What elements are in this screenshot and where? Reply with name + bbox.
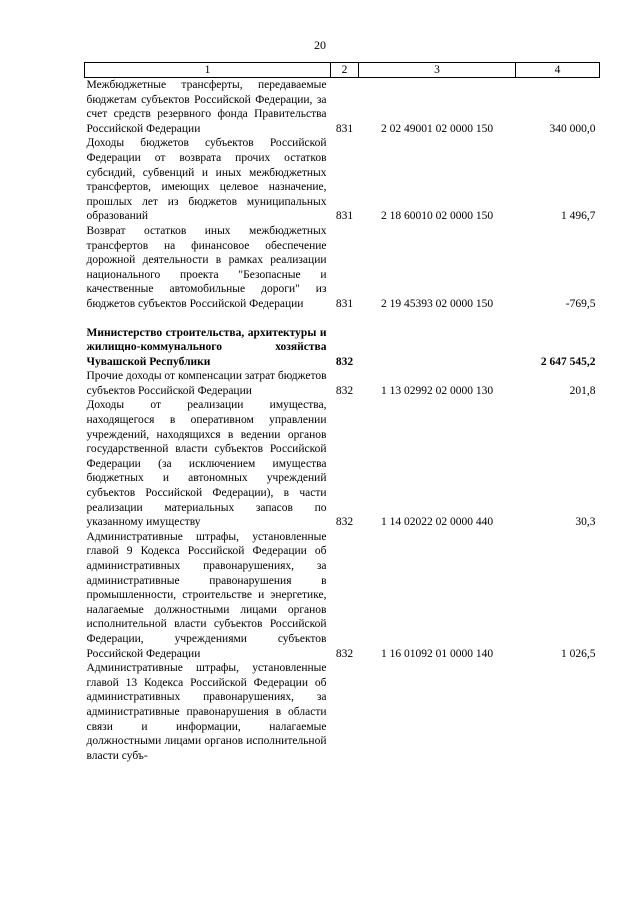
- column-header-description: 1: [85, 63, 331, 78]
- section-admin-code: 832: [335, 355, 354, 368]
- row-admin-code: [331, 661, 359, 763]
- row-kbk: 1 13 02992 02 0000 130: [380, 384, 494, 397]
- row-amount: 340 000,0: [549, 122, 596, 135]
- table-row: [85, 224, 600, 312]
- section-title: Министерство строительства, архитектуры и жилищно-коммунального хозяйства Чувашской Республики: [86, 326, 327, 368]
- row-amount: 1 026,5: [561, 647, 596, 660]
- table-row: [85, 661, 600, 763]
- row-description: Прочие доходы от компенсации затрат бюджетов субъектов Российской Федерации: [86, 370, 327, 397]
- row-admin-code: 832: [335, 647, 354, 660]
- row-amount: 30,3: [575, 516, 596, 529]
- table-row: [85, 78, 600, 137]
- row-admin-code: 831: [335, 297, 354, 310]
- column-header-admin-code: 2: [331, 63, 359, 78]
- row-description: Доходы бюджетов субъектов Российской Федерации от возврата прочих остатков субсидий, субвенций и иных межбюджетных трансфертов, имеющих целевое назначение, прошлых лет из бюджетов муниципальных образований: [86, 137, 327, 223]
- row-kbk: [359, 661, 516, 763]
- row-description: Административные штрафы, установленные главой 9 Кодекса Российской Федерации об административных правонарушениях, за административные правонарушения в промышленности, строительстве и энергетике, налагаемые должностными лицами органов исполнительной власти субъектов Российской Федерации, учреждениями субъектов Российской Федерации: [86, 530, 327, 660]
- row-kbk: 1 16 01092 01 0000 140: [380, 647, 494, 660]
- row-admin-code: 832: [335, 384, 354, 397]
- table-row: [85, 398, 600, 529]
- row-description: Межбюджетные трансферты, передаваемые бюджетам субъектов Российской Федерации, за счет средств резервного фонда Правительства Российской Федерации: [86, 79, 327, 135]
- row-admin-code: 832: [335, 516, 354, 529]
- budget-revenue-table: [84, 62, 600, 763]
- row-amount: -769,5: [565, 297, 596, 310]
- row-kbk: 2 18 60010 02 0000 150: [380, 210, 494, 223]
- row-admin-code: 831: [335, 210, 354, 223]
- row-amount: [516, 661, 600, 763]
- row-kbk: 1 14 02022 02 0000 440: [380, 516, 494, 529]
- table-row: [85, 136, 600, 224]
- row-amount: 1 496,7: [561, 210, 596, 223]
- row-amount: 201,8: [569, 384, 596, 397]
- row-description: Доходы от реализации имущества, находящегося в оперативном управлении учреждений, находящихся в ведении органов государственной власти субъектов Российской Федерации (за исключением имущества бюджетных и автономных учреждений субъектов Российской Федерации), в части реализации материальных запасов по указанному имуществу: [86, 399, 327, 529]
- column-header-amount: 4: [516, 63, 600, 78]
- row-kbk: 2 19 45393 02 0000 150: [380, 297, 494, 310]
- table-row: [85, 369, 600, 398]
- section-total-amount: 2 647 545,2: [540, 355, 596, 368]
- row-kbk: 2 02 49001 02 0000 150: [380, 122, 494, 135]
- row-description: Возврат остатков иных межбюджетных трансфертов на финансовое обеспечение дорожной деятельности в рамках реализации национального проекта "Безопасные и качественные автомобильные дороги" из бюджетов субъектов Российской Федерации: [86, 224, 327, 310]
- table-row: [85, 530, 600, 661]
- page-number: 20: [314, 38, 326, 52]
- table-header-row: [85, 63, 600, 78]
- row-description: Административные штрафы, установленные главой 13 Кодекса Российской Федерации об административных правонарушениях, за административные правонарушения в области связи и информации, налагаемые должностными лицами органов исполнительной власти субъ-: [86, 662, 327, 762]
- column-header-kbk: 3: [359, 63, 516, 78]
- section-kbk: [359, 312, 516, 370]
- section-row-ministry: [85, 312, 600, 370]
- row-admin-code: 831: [335, 122, 354, 135]
